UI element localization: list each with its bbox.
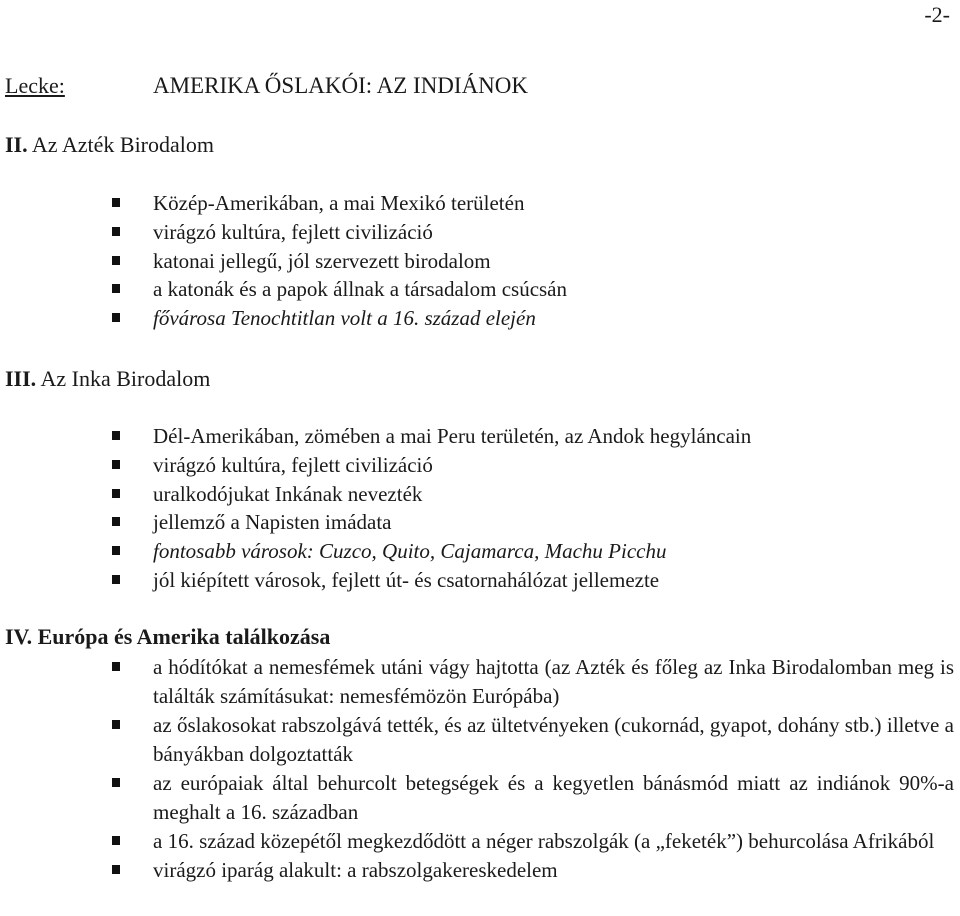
list-item-text: uralkodójukat Inkának nevezték xyxy=(153,481,423,506)
list-item xyxy=(0,566,960,595)
list-item xyxy=(0,275,960,304)
bullet-icon xyxy=(112,227,120,236)
section-number: III. xyxy=(5,366,37,391)
list-item-text: fontosabb városok: Cuzco, Quito, Cajamarca, Machu Picchu xyxy=(153,539,667,564)
bullet-icon xyxy=(112,256,120,265)
section-heading-inca xyxy=(5,366,210,392)
list-item xyxy=(0,451,960,480)
list-item-text: a 16. század közepétől megkezdődött a néger rabszolgák (a „feketék”) behurcolása Afrikából xyxy=(153,829,935,853)
list-item xyxy=(0,711,960,769)
inca-list xyxy=(0,422,960,595)
list-item-text: a hódítókat a nemesfémek utáni vágy hajtotta (az Azték és főleg az Inka Birodalomban meg is találták számításukat: nemesfémözön Európába) xyxy=(153,655,954,708)
section-heading-aztec xyxy=(5,132,214,158)
lesson-label: Lecke: xyxy=(5,73,65,98)
list-item-text: jól kiépített városok, fejlett út- és csatornahálózat jellemezte xyxy=(153,567,660,592)
list-item xyxy=(0,247,960,276)
list-item-text: virágzó kultúra, fejlett civilizáció xyxy=(153,452,433,477)
list-item xyxy=(0,508,960,537)
list-item xyxy=(0,769,960,827)
list-item xyxy=(0,189,960,218)
list-item-text: virágzó iparág alakult: a rabszolgakereskedelem xyxy=(153,858,558,882)
list-item xyxy=(0,480,960,509)
list-item-text: a katonák és a papok állnak a társadalom csúcsán xyxy=(153,277,568,302)
bullet-icon xyxy=(112,662,120,671)
list-item-text: az európaiak által behurcolt betegségek és a kegyetlen bánásmód miatt az indiánok 90%-a meghalt a 16. században xyxy=(153,771,954,824)
bullet-icon xyxy=(112,778,120,787)
bullet-icon xyxy=(112,546,120,555)
aztec-list xyxy=(0,189,960,333)
list-item-text: az őslakosokat rabszolgává tették, és az ültetvényeken (cukornád, gyapot, dohány stb.) illetve a bányákban dolgoztatták xyxy=(153,713,954,766)
list-item xyxy=(0,218,960,247)
list-item xyxy=(0,537,960,566)
list-item xyxy=(0,856,960,885)
list-item-text: fővárosa Tenochtitlan volt a 16. század elején xyxy=(153,306,536,331)
list-item xyxy=(0,304,960,333)
bullet-icon xyxy=(112,836,120,845)
bullet-icon xyxy=(112,575,120,584)
section-title: Európa és Amerika találkozása xyxy=(37,624,331,649)
bullet-icon xyxy=(112,720,120,729)
page-number: -2- xyxy=(924,2,950,27)
list-item xyxy=(0,653,960,711)
list-item-text: Dél-Amerikában, zömében a mai Peru területén, az Andok hegyláncain xyxy=(153,424,752,448)
section-number: IV. xyxy=(5,624,33,649)
encounter-list xyxy=(0,653,960,885)
bullet-icon xyxy=(112,517,120,526)
bullet-icon xyxy=(112,865,120,874)
lesson-title: AMERIKA ŐSLAKÓI: AZ INDIÁNOK xyxy=(153,73,529,98)
section-number: II. xyxy=(5,132,28,157)
bullet-icon xyxy=(112,198,120,207)
section-heading-encounter xyxy=(5,624,330,650)
list-item-text: jellemző a Napisten imádata xyxy=(153,510,392,535)
bullet-icon xyxy=(112,284,120,293)
list-item-text: katonai jellegű, jól szervezett birodalom xyxy=(153,248,491,273)
bullet-icon xyxy=(112,313,120,322)
list-item-text: Közép-Amerikában, a mai Mexikó területén xyxy=(153,191,525,215)
list-item xyxy=(0,422,960,451)
section-title: Az Inka Birodalom xyxy=(40,366,211,391)
list-item xyxy=(0,827,960,856)
bullet-icon xyxy=(112,431,120,440)
bullet-icon xyxy=(112,460,120,469)
section-title: Az Azték Birodalom xyxy=(31,132,214,157)
list-item-text: virágzó kultúra, fejlett civilizáció xyxy=(153,219,433,244)
bullet-icon xyxy=(112,489,120,498)
